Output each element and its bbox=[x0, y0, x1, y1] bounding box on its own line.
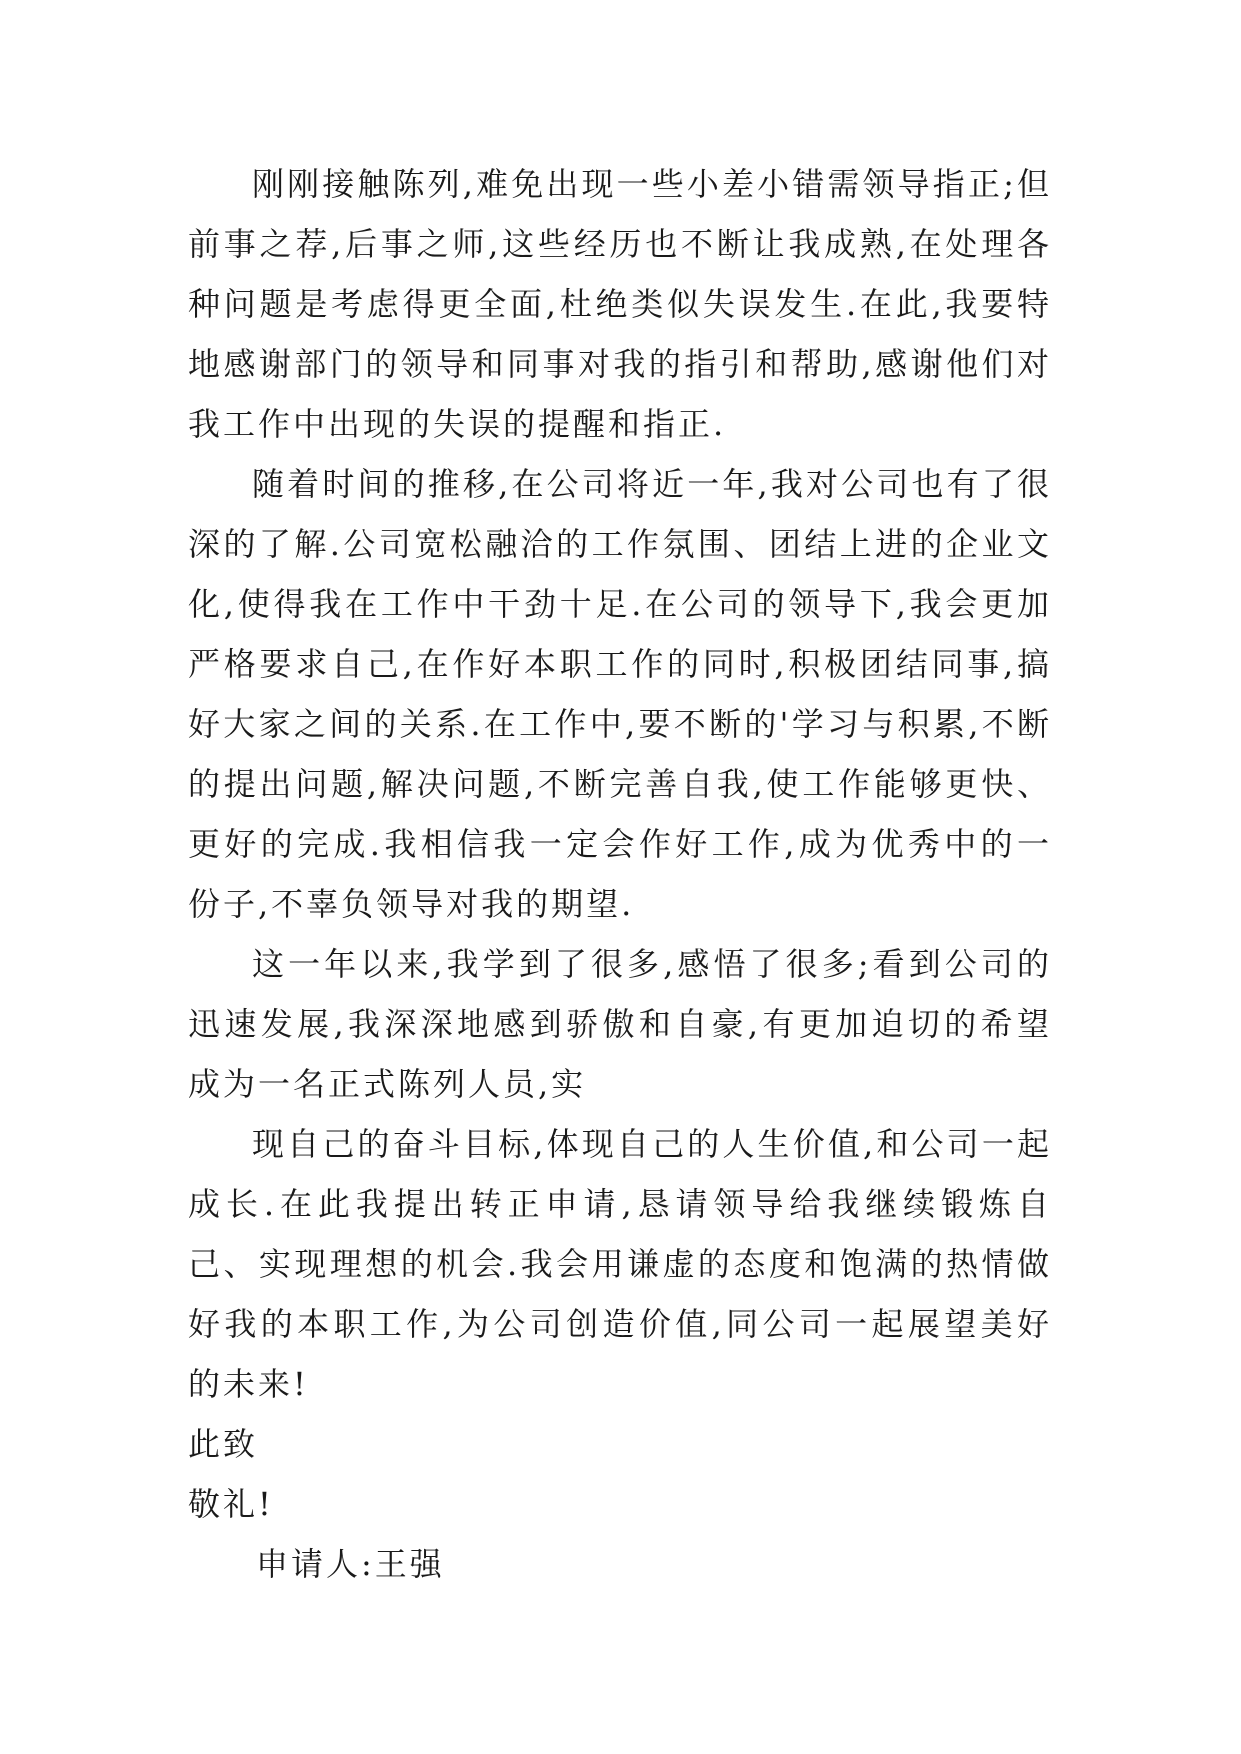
paragraph-4: 现自己的奋斗目标,体现自己的人生价值,和公司一起成长.在此我提出转正申请,恳请领导给我继续锻炼自己、实现理想的机会.我会用谦虚的态度和饱满的热情做好我的本职工作,为公司创造价值,同公司一起展望美好的未来! bbox=[188, 1125, 1052, 1403]
paragraph-3: 这一年以来,我学到了很多,感悟了很多;看到公司的迅速发展,我深深地感到骄傲和自豪,有更加迫切的希望成为一名正式陈列人员,实 bbox=[188, 945, 1052, 1103]
document-body bbox=[188, 154, 1052, 1594]
closing-salutation: 此致 bbox=[188, 1425, 259, 1463]
applicant-signature: 申请人:王强 bbox=[256, 1545, 445, 1583]
paragraph-2: 随着时间的推移,在公司将近一年,我对公司也有了很深的了解.公司宽松融洽的工作氛围、团结上进的企业文化,使得我在工作中干劲十足.在公司的领导下,我会更加严格要求自己,在作好本职工作的同时,积极团结同事,搞好大家之间的关系.在工作中,要不断的'学习与积累,不断的提出问题,解决问题,不断完善自我,使工作能够更快、更好的完成.我相信我一定会作好工作,成为优秀中的一份子,不辜负领导对我的期望. bbox=[188, 465, 1052, 923]
paragraph-1: 刚刚接触陈列,难免出现一些小差小错需领导指正;但前事之荐,后事之师,这些经历也不断让我成熟,在处理各种问题是考虑得更全面,杜绝类似失误发生.在此,我要特地感谢部门的领导和同事对我的指引和帮助,感谢他们对我工作中出现的失误的提醒和指正. bbox=[188, 165, 1052, 443]
closing-regards: 敬礼! bbox=[188, 1485, 274, 1523]
